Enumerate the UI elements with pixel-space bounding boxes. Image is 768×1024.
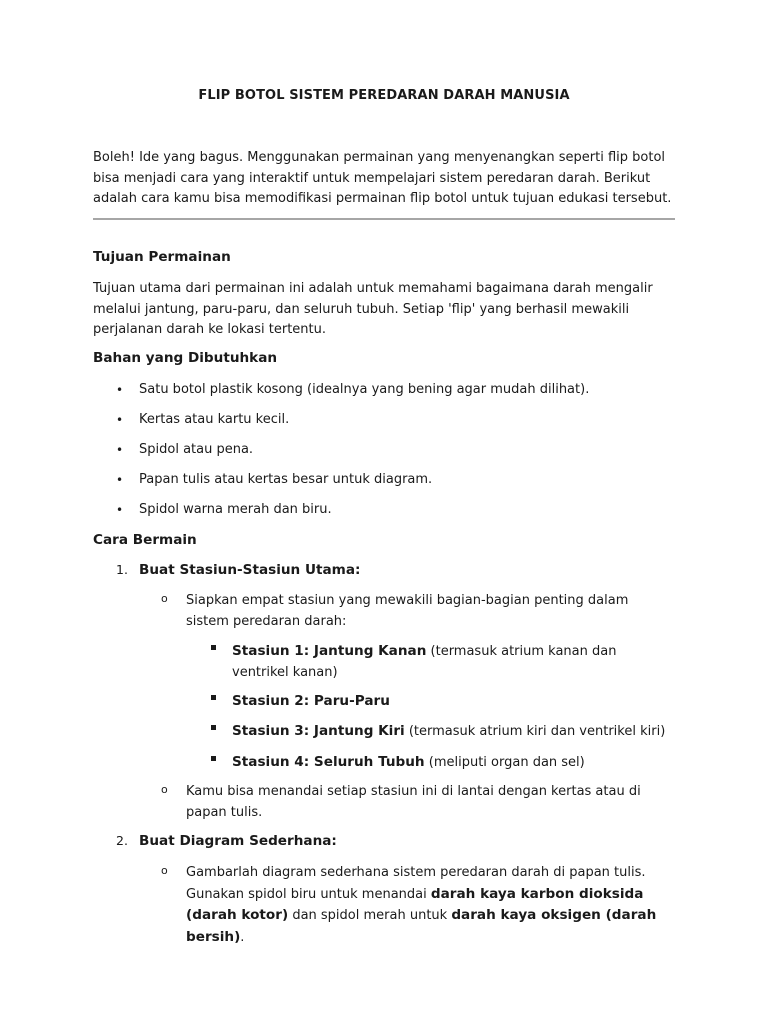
list-item: • Spidol warna merah dan biru.	[93, 500, 675, 530]
circle-bullet-icon: o	[161, 592, 168, 605]
heading-materials: Bahan yang Dibutuhkan	[93, 350, 278, 366]
bullet-icon: •	[116, 473, 124, 487]
list-item: • Kertas atau kartu kecil.	[93, 410, 675, 440]
heading-howto: Cara Bermain	[93, 532, 197, 548]
step-number: 2.	[116, 833, 128, 848]
station-item: Stasiun 4: Seluruh Tubuh (meliputi organ dan sel)	[211, 752, 671, 774]
station-item: Stasiun 3: Jantung Kiri (termasuk atrium kiri dan ventrikel kiri)	[211, 721, 671, 743]
circle-bullet-icon: o	[161, 864, 168, 877]
square-bullet-icon	[211, 756, 216, 761]
materials-list	[93, 380, 675, 530]
step-heading: Buat Diagram Sederhana:	[139, 833, 337, 849]
list-item: • Satu botol plastik kosong (idealnya yang bening agar mudah dilihat).	[93, 380, 675, 410]
horizontal-divider	[93, 218, 675, 220]
goal-paragraph: Tujuan utama dari permainan ini adalah untuk memahami bagaimana darah mengalir melalui jantung, paru-paru, dan seluruh tubuh. Setiap 'flip' yang berhasil mewakili perjalanan darah ke lokasi tertentu.	[93, 281, 653, 337]
bullet-icon: •	[116, 383, 124, 397]
step-1-sub-2: o Kamu bisa menandai setiap stasiun ini di lantai dengan kertas atau di papan tulis.	[161, 783, 641, 820]
heading-goal: Tujuan Permainan	[93, 249, 231, 265]
step-heading: Buat Stasiun-Stasiun Utama:	[139, 562, 361, 578]
bullet-icon: •	[116, 503, 124, 517]
square-bullet-icon	[211, 725, 216, 730]
square-bullet-icon	[211, 645, 216, 650]
intro-paragraph: Boleh! Ide yang bagus. Menggunakan permainan yang menyenangkan seperti flip botol bisa menjadi cara yang interaktif untuk mempelajari sistem peredaran darah. Berikut adalah cara kamu bisa memodifikasi permainan flip botol untuk tujuan edukasi tersebut.	[93, 150, 672, 206]
station-item: Stasiun 1: Jantung Kanan (termasuk atrium kanan dan ventrikel kanan)	[211, 641, 671, 683]
list-item: • Spidol atau pena.	[93, 440, 675, 470]
station-item: Stasiun 2: Paru-Paru	[211, 691, 671, 713]
bullet-icon: •	[116, 443, 124, 457]
bullet-icon: •	[116, 413, 124, 427]
step-number: 1.	[116, 562, 128, 577]
list-item: • Papan tulis atau kertas besar untuk diagram.	[93, 470, 675, 500]
document-title: FLIP BOTOL SISTEM PEREDARAN DARAH MANUSIA	[198, 88, 570, 103]
circle-bullet-icon: o	[161, 783, 168, 796]
square-bullet-icon	[211, 695, 216, 700]
step-1-sub-1: o Siapkan empat stasiun yang mewakili bagian-bagian penting dalam sistem peredaran darah:	[161, 592, 629, 629]
step-2-sub-1: o Gambarlah diagram sederhana sistem peredaran darah di papan tulis. Gunakan spidol biru untuk menandai darah kaya karbon dioksida (darah kotor) dan spidol merah untuk darah kaya oksigen (darah bersih).	[161, 864, 657, 945]
